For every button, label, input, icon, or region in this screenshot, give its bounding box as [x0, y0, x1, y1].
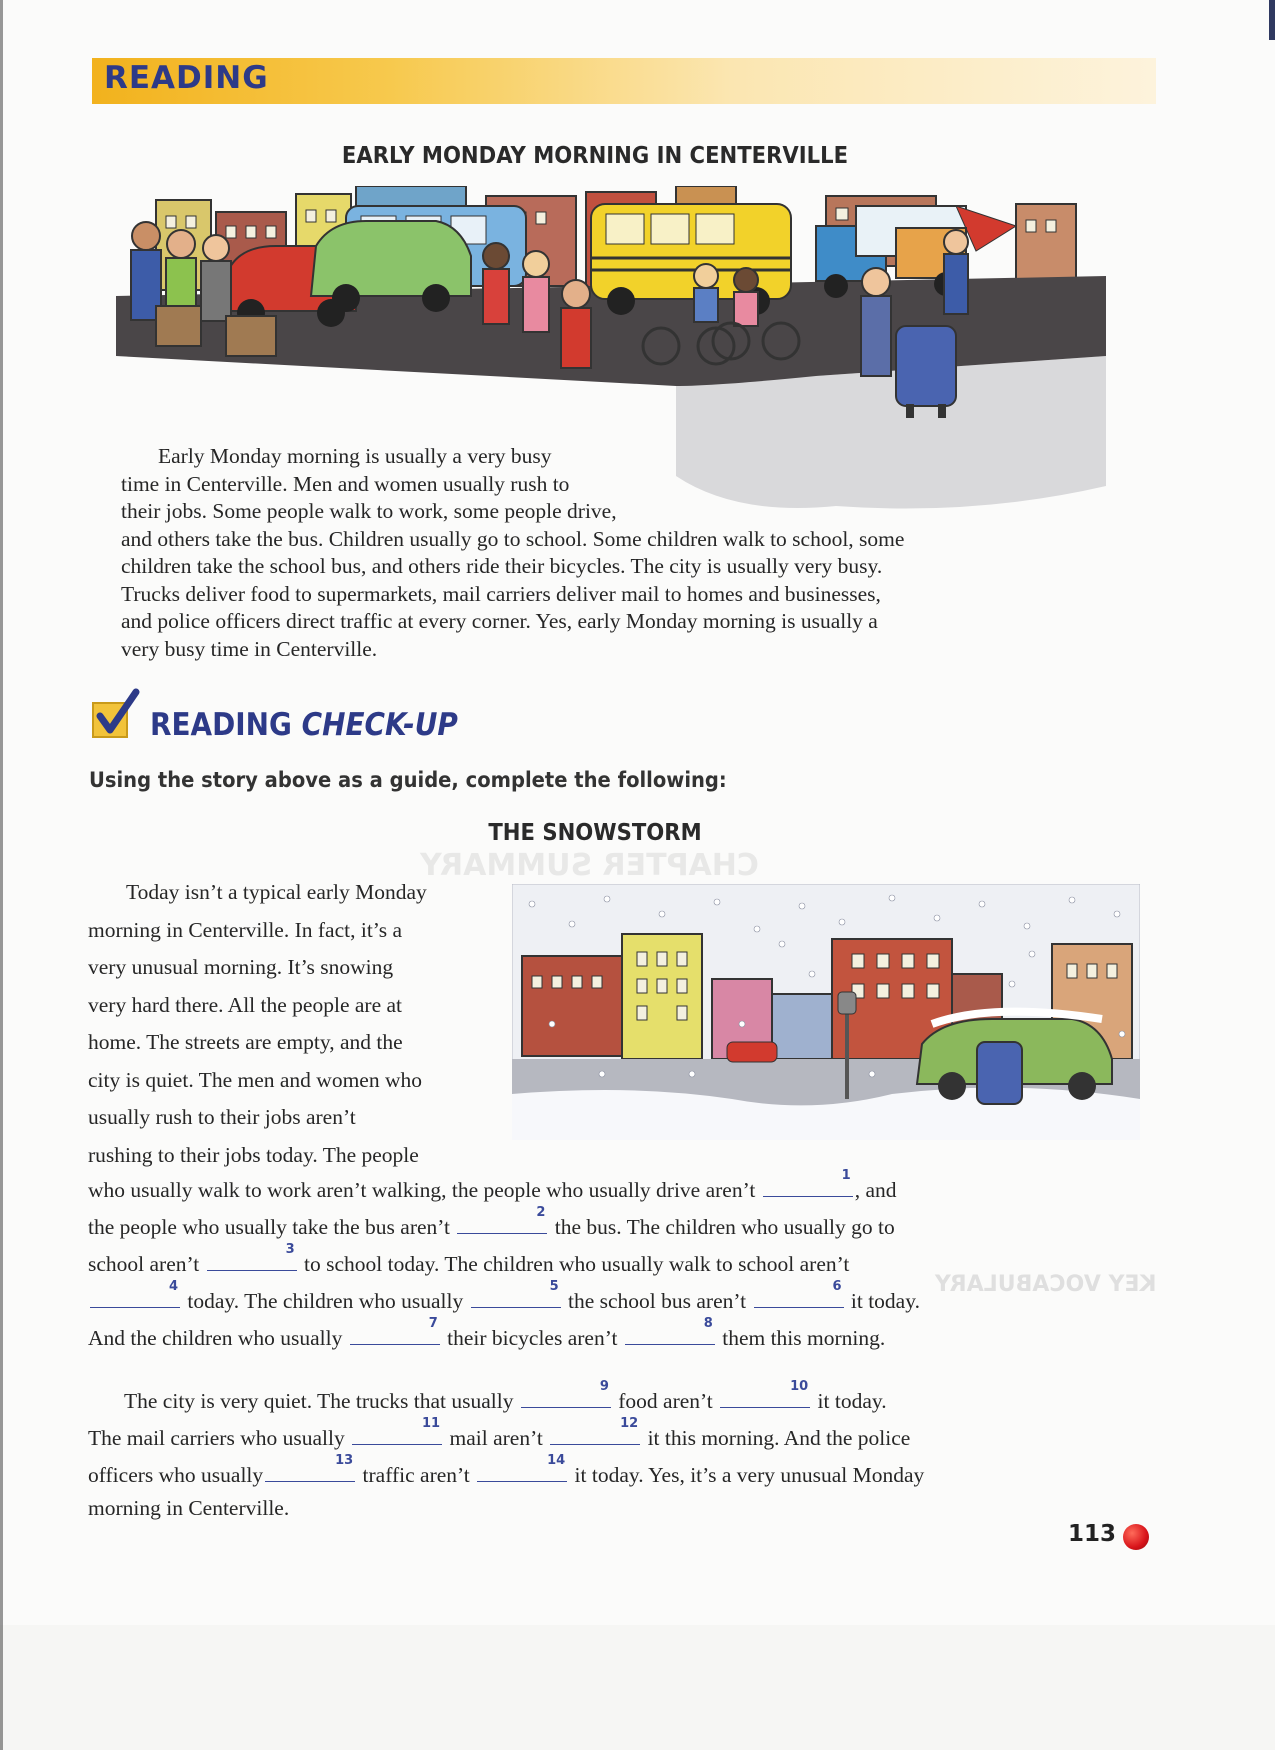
reading-line: very busy time in Centerville. [121, 636, 378, 661]
exercise-line: Today isn’t a typical early Monday [126, 880, 427, 904]
exercise-line: home. The streets are empty, and the [88, 1030, 403, 1054]
reading-passage [121, 443, 904, 663]
blank-number: 4 [168, 1279, 178, 1294]
answer-blank[interactable] [90, 1279, 180, 1308]
exercise-text: the bus. The children who usually go to [549, 1215, 895, 1239]
page-number: 113 [1068, 1521, 1117, 1547]
exercise-line [88, 1242, 850, 1277]
exercise-line [88, 1168, 897, 1203]
section-label: READING [104, 60, 269, 96]
exercise-line: very hard there. All the people are at [88, 992, 402, 1017]
exercise-text: them this morning. [716, 1326, 886, 1350]
exercise-text: And the children who usually [88, 1326, 348, 1350]
answer-blank[interactable] [521, 1379, 611, 1408]
exercise-text: officers who usually [88, 1463, 264, 1487]
exercise-line: morning in Centerville. In fact, it’s a [88, 917, 403, 942]
answer-blank[interactable] [471, 1279, 561, 1308]
answer-blank[interactable] [720, 1379, 810, 1408]
exercise-text: traffic aren’t [357, 1463, 476, 1487]
exercise-text: morning in Centerville. [88, 1496, 290, 1520]
exercise-line [88, 1496, 289, 1521]
blank-number: 11 [422, 1416, 441, 1431]
blank-number: 10 [790, 1379, 809, 1394]
checkup-title-italic: CHECK-UP [301, 707, 458, 743]
checkmark-icon [92, 688, 142, 738]
exercise-text: it this morning. And the police [642, 1426, 911, 1450]
exercise-text: it today. [812, 1389, 887, 1413]
blank-number: 2 [536, 1205, 546, 1220]
blank-number: 8 [703, 1316, 713, 1331]
checkup-title-main: READING [150, 707, 292, 743]
reading-line: Trucks deliver food to supermarkets, mail carriers deliver mail to homes and businesses, [121, 581, 881, 606]
checkup-instructions: Using the story above as a guide, complete the following: [89, 768, 727, 792]
scan-margin [0, 1625, 1275, 1750]
blank-number: 1 [841, 1168, 851, 1183]
exercise-line [88, 1205, 895, 1240]
exercise-title: THE SNOWSTORM [488, 820, 702, 846]
exercise-text: today. The children who usually [182, 1289, 469, 1313]
exercise-text: it today. [845, 1289, 920, 1313]
answer-blank[interactable] [350, 1316, 440, 1345]
reading-line: time in Centerville. Men and women usually rush to [121, 471, 570, 496]
reading-line: and police officers direct traffic at every corner. Yes, early Monday morning is usually a [121, 609, 878, 633]
blank-number: 5 [549, 1279, 559, 1294]
blank-number: 14 [547, 1453, 566, 1468]
section-header-bar [92, 58, 1156, 104]
exercise-line: usually rush to their jobs aren’t [88, 1105, 356, 1129]
blank-number: 9 [599, 1379, 609, 1394]
exercise-line [88, 1453, 925, 1488]
exercise-line [88, 1316, 886, 1351]
exercise-text: The city is very quiet. The trucks that usually [124, 1389, 519, 1413]
exercise-line: rushing to their jobs today. The people [88, 1142, 419, 1167]
reading-line: their jobs. Some people walk to work, some people drive, [121, 499, 617, 523]
exercise-line: city is quiet. The men and women who [88, 1067, 422, 1092]
exercise-text: the school bus aren’t [562, 1289, 752, 1313]
exercise-wrap-text [88, 874, 427, 1174]
blank-number: 12 [620, 1416, 639, 1431]
reading-line: and others take the bus. Children usually go to school. Some children walk to school, some [121, 526, 905, 551]
blank-number: 6 [832, 1279, 842, 1294]
blank-number: 7 [428, 1316, 438, 1331]
bleed-through-vocabulary: KEY VOCABULARY [935, 1272, 1157, 1297]
exercise-text: mail aren’t [444, 1426, 549, 1450]
answer-blank[interactable] [207, 1242, 297, 1271]
answer-blank[interactable] [754, 1279, 844, 1308]
exercise-text: The mail carriers who usually [88, 1426, 351, 1450]
answer-blank[interactable] [265, 1453, 355, 1482]
exercise-line [124, 1379, 887, 1414]
page-number-dot-icon [1123, 1524, 1149, 1550]
exercise-text: it today. Yes, it’s a very unusual Monday [569, 1463, 925, 1487]
exercise-line [88, 1416, 911, 1451]
exercise-text: , and [854, 1178, 897, 1202]
exercise-text: school aren’t [88, 1252, 205, 1276]
bleed-through-summary: CHAPTER SUMMARY [420, 848, 759, 883]
exercise-line: very unusual morning. It’s snowing [88, 955, 394, 979]
answer-blank[interactable] [457, 1205, 547, 1234]
scan-right-edge [1269, 0, 1275, 40]
exercise-text: to school today. The children who usually walk to school aren’t [298, 1252, 850, 1276]
exercise-text: their bicycles aren’t [441, 1326, 623, 1350]
exercise-line [88, 1279, 920, 1314]
reading-title: EARLY MONDAY MORNING IN CENTERVILLE [341, 143, 849, 169]
scan-left-edge [0, 0, 3, 1750]
checkup-title [150, 707, 458, 743]
exercise-text: who usually walk to work aren’t walking, the people who usually drive aren’t [88, 1178, 761, 1202]
answer-blank[interactable] [625, 1316, 715, 1345]
answer-blank[interactable] [477, 1453, 567, 1482]
exercise-text: food aren’t [612, 1389, 719, 1413]
answer-blank[interactable] [763, 1168, 853, 1197]
reading-line: Early Monday morning is usually a very busy [158, 444, 552, 468]
snowstorm-illustration [512, 884, 1140, 1140]
answer-blank[interactable] [550, 1416, 640, 1445]
blank-number: 3 [285, 1242, 295, 1257]
blank-number: 13 [335, 1453, 354, 1468]
reading-line: children take the school bus, and others ride their bicycles. The city is usually very busy. [121, 554, 883, 578]
exercise-text: the people who usually take the bus aren’t [88, 1215, 456, 1239]
answer-blank[interactable] [352, 1416, 442, 1445]
